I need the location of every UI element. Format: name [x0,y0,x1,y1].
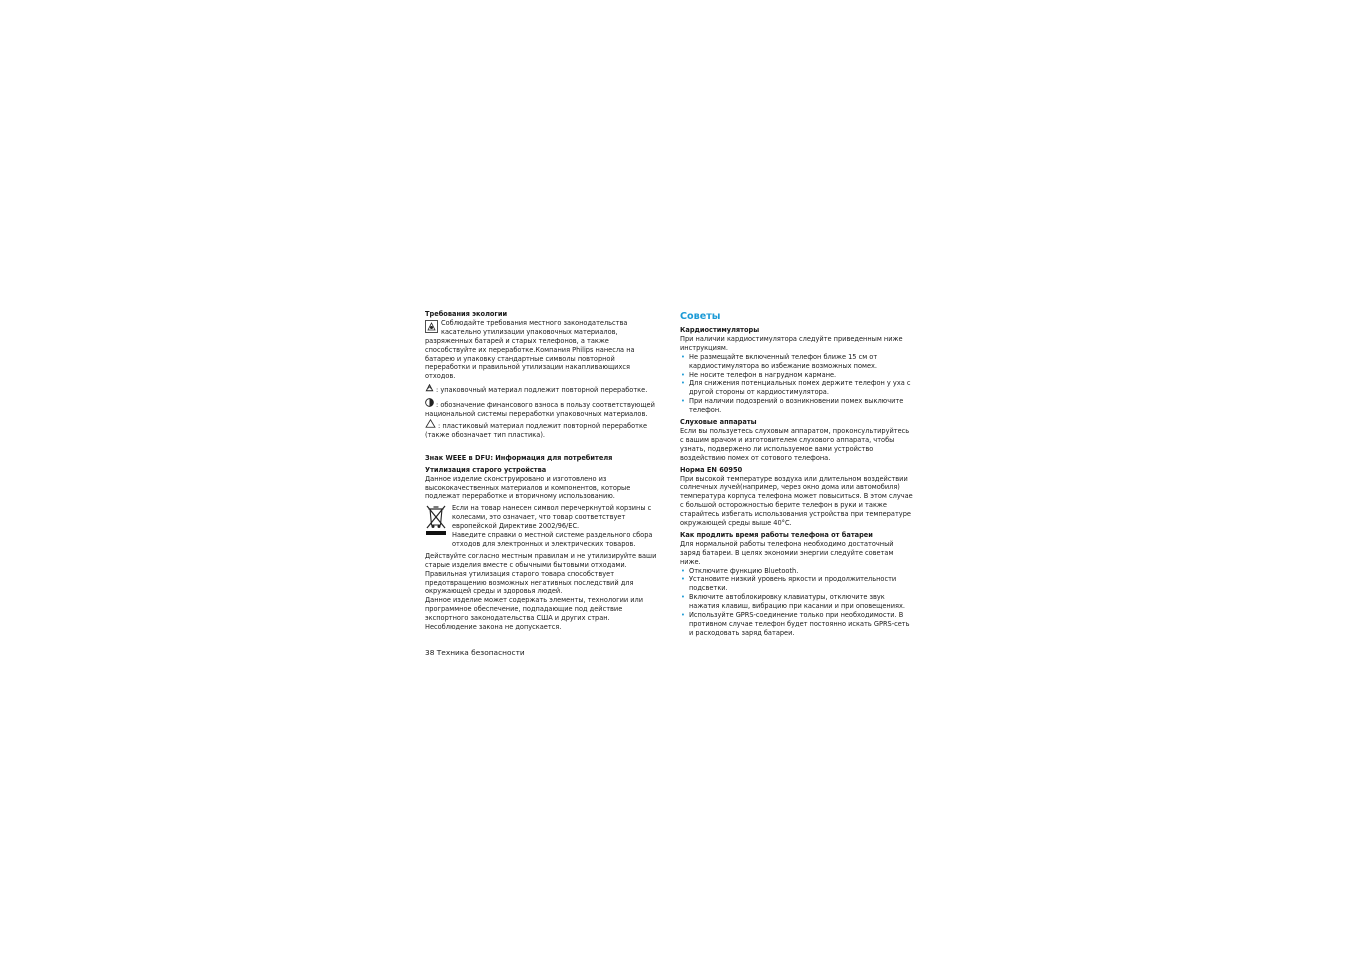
green-dot-line: : обозначение финансового взноса в пользу соответствующей национальной системы переработки упаковочных материалов. [425,398,657,419]
list-item: • Не размещайте включенный телефон ближе 15 см от кардиостимулятора во избежание возможных помех. [680,353,914,371]
right-column [680,310,914,638]
eco-paragraph: Соблюдайте требования местного законодательства касательно утилизации упаковочных материалов, разряженных батарей и старых телефонов, а также способствуйте их переработке.Компания Philips нанесла на батарею и упаковку стандартные символы повторной переработки и правильной утилизации накапливающихся отходов. [425,318,635,381]
eco-symbol-icon [425,320,438,333]
crossed-bin-icon [425,504,447,536]
weee-heading: Знак WEEE в DFU: Информация для потребителя [425,453,613,462]
pacemaker-intro: При наличии кардиостимулятора следуйте приведенным ниже инструкциям. [680,334,903,352]
list-item: • Включите автоблокировку клавиатуры, отключите звук нажатия клавиш, вибрацию при касании и при оповещениях. [680,593,914,611]
list-item: • При наличии подозрений о возникновении помех выключите телефон. [680,397,914,415]
export-paragraph: Данное изделие может содержать элементы, технологии или программное обеспечение, подпадающие под действие экспортного законодательства США и других стран. Несоблюдение закона не допускается. [425,596,644,632]
list-item: • Используйте GPRS-соединение только при необходимости. В противном случае телефон будет постоянно искать GPRS-сеть и расходовать заряд батареи. [680,611,914,638]
left-column [425,310,657,632]
recycle-icon [425,384,434,392]
disposal-paragraph: Данное изделие сконструировано и изготовлено из высококачественных материалов и компонентов, которые подлежат переработке и вторичному использованию. [425,474,631,501]
hearing-paragraph: Если вы пользуетесь слуховым аппаратом, проконсультируйтесь с вашим врачом и изготовителем слухового аппарата, чтобы узнать, подвержено ли используемое вами устройство воздействию помех от сотового телефона. [680,426,910,462]
norm-heading: Норма EN 60950 [680,465,743,474]
pacemaker-heading: Кардиостимуляторы [680,326,760,334]
plastic-line: : пластиковый материал подлежит повторной переработке (также обозначает тип пластика). [425,419,657,440]
weee-block [425,504,657,549]
plastic-triangle-icon [425,419,436,428]
page-footer: 38 Техника безопасности [425,648,525,657]
rules-paragraph: Действуйте согласно местным правилам и не утилизируйте ваши старые изделия вместе с обычными бытовыми отходами. Правильная утилизация старого товара способствует предотвращению возможных негативных последствий для окружающей среды и здоровья людей. [425,551,657,596]
hearing-heading: Слуховые аппараты [680,418,757,427]
weee-symbol-paragraph: Если на товар нанесен символ перечеркнутой корзины с колесами, это означает, что товар соответствует европейской Директиве 2002/96/EC. [452,504,652,531]
section-title: Советы [680,311,721,322]
list-item: • Установите низкий уровень яркости и продолжительности подсветки. [680,575,914,593]
list-item: • Не носите телефон в нагрудном кармане. [680,371,914,380]
weee-collect-paragraph: Наведите справки о местной системе раздельного сбора отходов для электронных и электрических товаров. [452,531,653,548]
disposal-heading: Утилизация старого устройства [425,465,547,474]
list-item: • Для снижения потенциальных помех держите телефон у уха с другой стороны от кардиостимулятора. [680,379,914,397]
green-dot-icon [425,398,434,407]
recycle-line: : упаковочный материал подлежит повторной переработке. [425,384,657,395]
pacemaker-list [680,353,914,415]
eco-heading: Требования экологии [425,310,508,318]
battery-list [680,567,914,638]
list-item: • Отключите функцию Bluetooth. [680,567,914,576]
battery-intro: Для нормальной работы телефона необходимо достаточный заряд батареи. В целях экономии энергии следуйте советам ниже. [680,539,894,566]
norm-paragraph: При высокой температуре воздуха или длительном воздействии солнечных лучей(например, через окно дома или автомобиля) температура корпуса телефона может повыситься. В этом случае с большой осторожностью берите телефон в руки и также старайтесь избегать использования устройства при температуре окружающей среды выше 40°C. [680,474,913,528]
battery-heading: Как продлить время работы телефона от батареи [680,530,873,539]
